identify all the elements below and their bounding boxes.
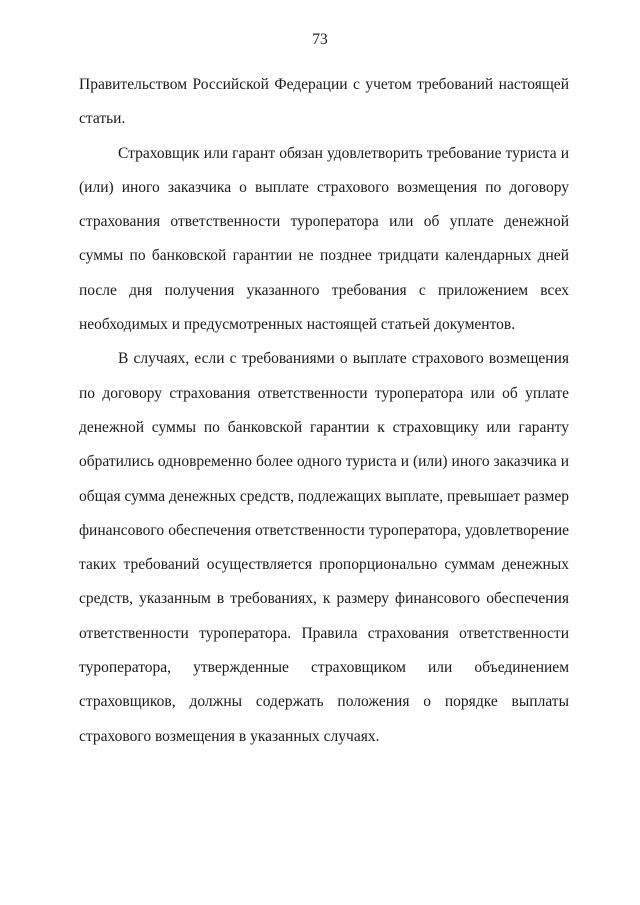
paragraph-continuation: Правительством Российской Федерации с учетом требований настоящей статьи. <box>79 76 569 128</box>
paragraph-insurer-obligation: Страховщик или гарант обязан удовлетворить требование туриста и (или) иного заказчика о выплате страхового возмещения по договору страхования ответственности туроператора или об уплате денежной суммы по банковской гарантии не позднее тридцати календарных дней после дня получения указанного требования с приложением всех необходимых и предусмотренных настоящей статьей документов. <box>79 144 569 334</box>
page-number: 73 <box>312 31 328 48</box>
paragraph-multiple-claims: В случаях, если с требованиями о выплате страхового возмещения по договору страхования ответственности туроператора или об уплате денежной суммы по банковской гарантии к страховщику или гаранту обратились одновременно более одного туриста и (или) иного заказчика и общая сумма денежных средств, подлежащих выплате, превышает размер финансового обеспечения ответственности туроператора, удовлетворение таких требований осуществляется пропорционально суммам денежных средств, указанным в требованиях, к размеру финансового обеспечения ответственности туроператора. Правила страхования ответственности туроператора, утвержденные страховщиком или объединением страховщиков, должны содержать положения о порядке выплаты страхового возмещения в указанных случаях. <box>79 350 569 745</box>
document-body <box>79 68 569 754</box>
